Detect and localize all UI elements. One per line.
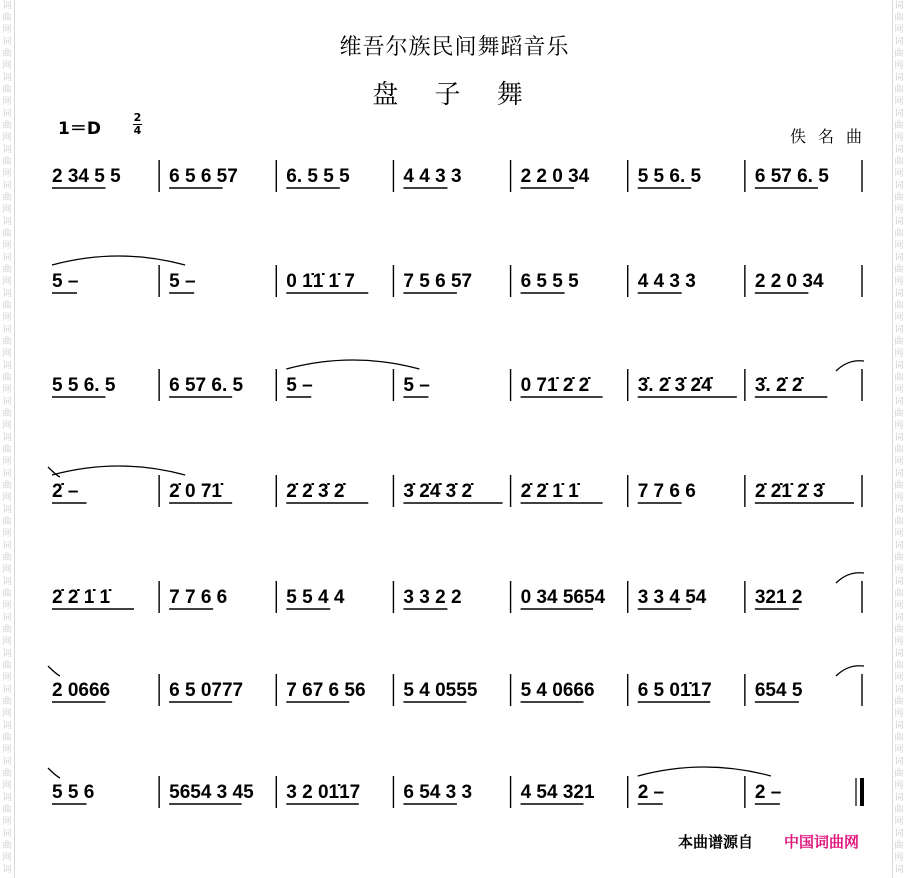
bar-notes: 2̇ – (52, 481, 79, 502)
bar-notes: 4 4 3 3 (637, 271, 696, 292)
bar-notes: 2 34 5 5 (52, 166, 121, 187)
piece-title: 盘 子 舞 (372, 80, 537, 110)
bar-notes: 2̇ 2̇ 1̇ 1̇ (520, 481, 579, 502)
score-title: 维吾尔族民间舞蹈音乐 (339, 35, 570, 60)
bar-notes: 6 54 3 3 (403, 782, 473, 803)
bar-notes: 654 5 (754, 680, 803, 701)
footer-site-name[interactable]: 中国词曲网 (784, 833, 860, 851)
time-denominator: 4 (133, 124, 142, 137)
bar-notes: 5 4 0555 (403, 680, 478, 701)
bar-notes: 5 – (169, 271, 196, 292)
bar-notes: 3 2 01̇17 (286, 782, 361, 803)
bar-notes: 7 5 6 57 (403, 271, 473, 292)
watermark-right: 词 曲 网 词 曲 网 词 曲 网 词 曲 网 词 曲 网 词 曲 网 词 曲 网 词 曲 网 词 曲 网 词 曲 网 词 曲 网 词 曲 网 词 曲 网 词 曲 网 词 曲 网 词 曲 网 词 曲 网 词 曲 网 词 曲 网 词 曲 网 词 曲 网 词 曲 网 词 曲 网 词 曲 网 词 (894, 1, 904, 875)
bar-notes: 2̇ 2̇1̇ 2̇ 3̇ (754, 481, 824, 502)
slur (52, 466, 185, 475)
footer-source-label: 本曲谱源自 (678, 833, 754, 851)
bar-notes: 5 – (52, 271, 79, 292)
bar-notes: 6 5 0777 (169, 680, 244, 701)
bar-notes: 2 0666 (52, 680, 111, 701)
time-numerator: 2 (133, 111, 142, 124)
tie-out (836, 666, 864, 676)
bar-notes: 6 57 6. 5 (169, 375, 244, 396)
bar-notes: 2̇ 2̇ 1̇ 1̇ (52, 587, 111, 608)
slur (52, 256, 185, 265)
bar-notes: 2 – (754, 782, 782, 803)
bar-notes: 3 3 4 54 (637, 587, 707, 608)
bar-notes: 5654 3 45 (169, 782, 254, 803)
bar-notes: 3̇. 2̇ 2̇ (754, 375, 803, 396)
bar-notes: 2 – (637, 782, 665, 803)
tie-in (48, 666, 60, 676)
bar-notes: 3̇. 2̇ 3̇ 2̇4̇ (637, 375, 712, 396)
bar-notes: 0 1̇1̇ 1̇ 7 (286, 271, 355, 292)
bar-notes: 7 7 6 6 (169, 587, 228, 608)
bar-notes: 3 3 2 2 (403, 587, 462, 608)
bar-notes: 2 2 0 34 (754, 271, 824, 292)
bar-notes: 7 67 6 56 (286, 680, 366, 701)
bar-notes: 5 4 0666 (520, 680, 595, 701)
tie-in (48, 768, 60, 778)
composer-credit: 佚名曲 (790, 127, 875, 146)
tie-in (48, 467, 60, 477)
bar-notes: 5 – (403, 375, 430, 396)
bar-notes: 0 71̇ 2̇ 2̇ (520, 375, 590, 396)
bar-notes: 3̇ 2̇4̇ 3̇ 2̇ (403, 481, 473, 502)
bar-notes: 5 5 6. 5 (52, 375, 116, 396)
bar-notes: 6 57 6. 5 (754, 166, 829, 187)
tie-out (836, 573, 864, 583)
bar-notes: 5 5 6. 5 (637, 166, 702, 187)
bar-notes: 0 34 5654 (520, 587, 606, 608)
bar-notes: 6 5 6 57 (169, 166, 238, 187)
bar-notes: 6. 5 5 5 (286, 166, 350, 187)
bar-notes: 5 – (286, 375, 313, 396)
tie-out (836, 361, 864, 371)
bar-notes: 2̇ 2̇ 3̇ 2̇ (286, 481, 345, 502)
bar-notes: 4 4 3 3 (403, 166, 462, 187)
bar-notes: 5 5 6 (52, 782, 95, 803)
bar-notes: 6 5 5 5 (520, 271, 579, 292)
bar-notes: 321 2 (754, 587, 803, 608)
bar-notes: 2̇ 0 71̇ (169, 481, 222, 502)
slur (638, 767, 771, 776)
bar-notes: 2 2 0 34 (520, 166, 590, 187)
key-signature: 1＝D (58, 119, 101, 139)
bar-notes: 4 54 321 (520, 782, 595, 803)
bar-notes: 6 5 01̇17 (637, 680, 712, 701)
slur (286, 360, 419, 369)
watermark-left: 词 曲 网 词 曲 网 词 曲 网 词 曲 网 词 曲 网 词 曲 网 词 曲 网 词 曲 网 词 曲 网 词 曲 网 词 曲 网 词 曲 网 词 曲 网 词 曲 网 词 曲 网 词 曲 网 词 曲 网 词 曲 网 词 曲 网 词 曲 网 词 曲 网 词 曲 网 词 曲 网 词 曲 网 词 (2, 1, 12, 875)
bar-notes: 7 7 6 6 (637, 481, 696, 502)
bar-notes: 5 5 4 4 (286, 587, 345, 608)
